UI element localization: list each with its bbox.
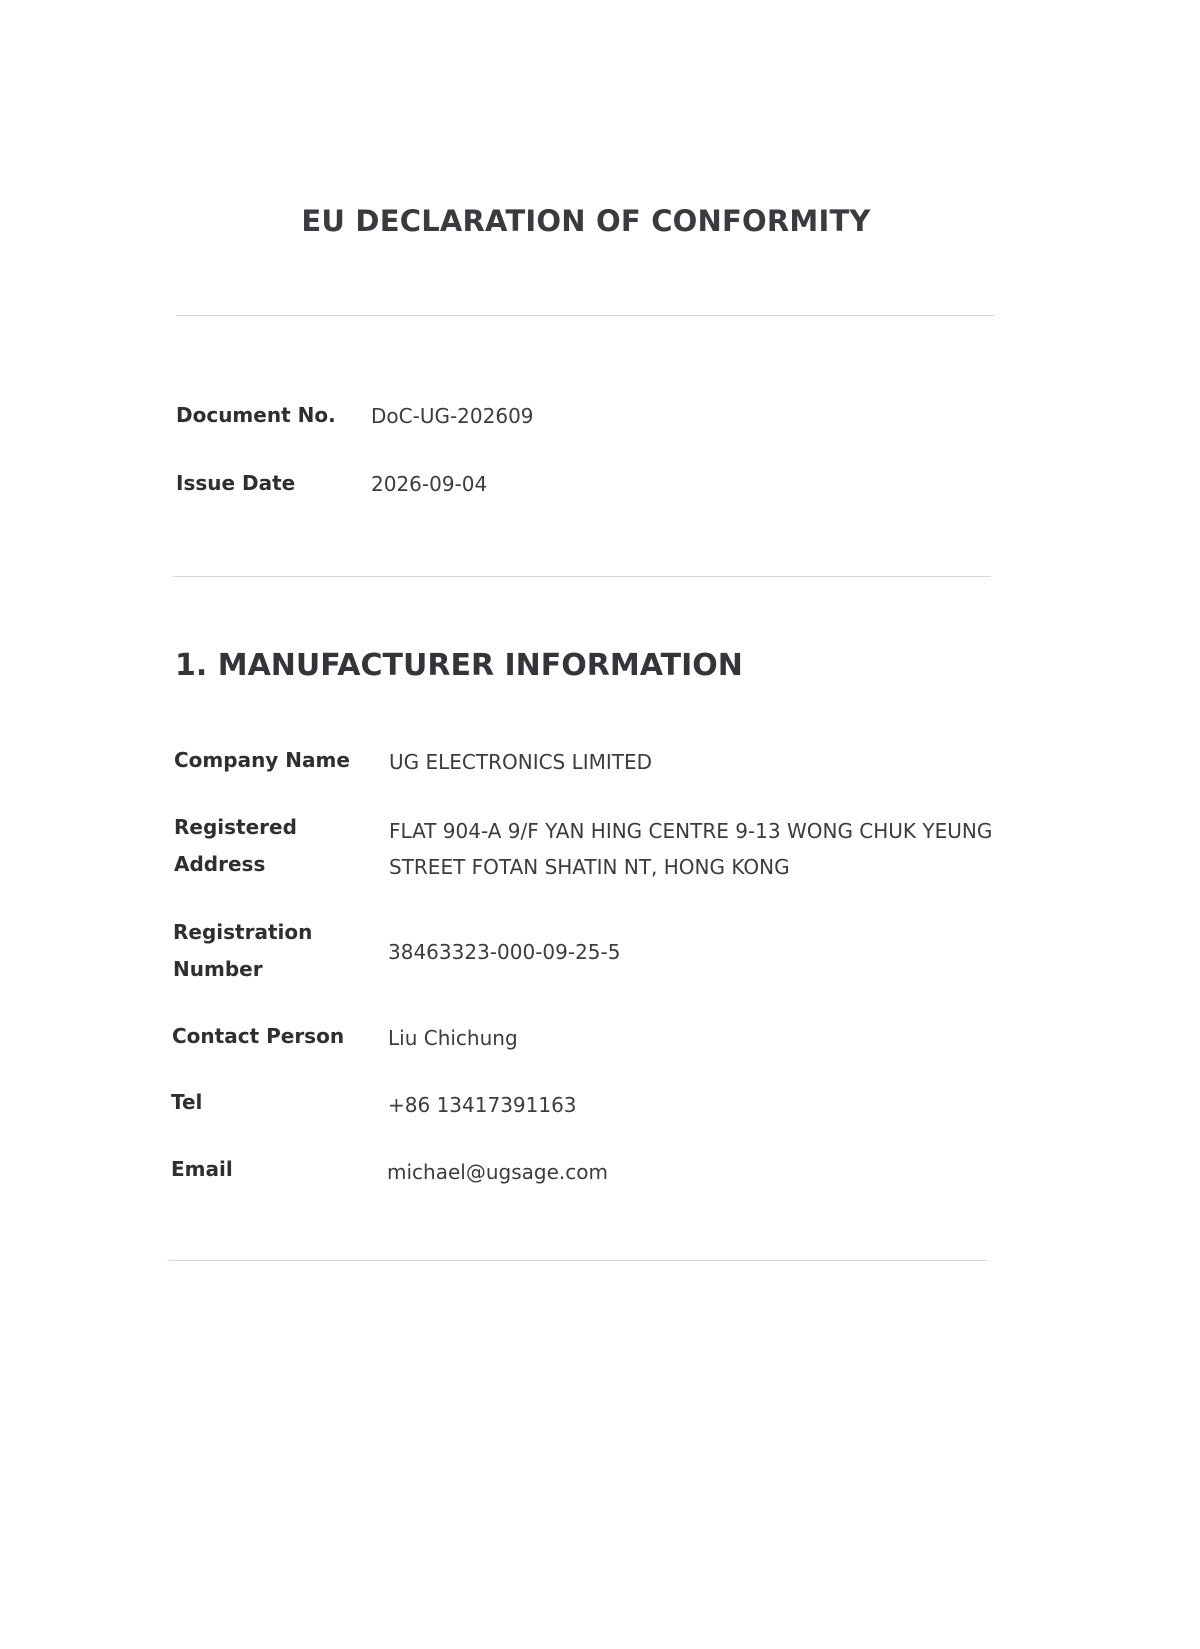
contact-person-label: Contact Person <box>172 1024 345 1048</box>
contact-person-value: Liu Chichung <box>388 1026 518 1050</box>
divider-top <box>176 315 994 316</box>
registration-number-value: 38463323-000-09-25-5 <box>388 940 621 964</box>
divider-bottom <box>169 1260 987 1261</box>
tel-value: +86 13417391163 <box>388 1093 577 1117</box>
section-heading-manufacturer: 1. MANUFACTURER INFORMATION <box>175 648 743 683</box>
company-name-value: UG ELECTRONICS LIMITED <box>389 750 653 774</box>
divider-middle <box>173 576 991 577</box>
issue-date-label: Issue Date <box>176 471 296 495</box>
document-title: EU DECLARATION OF CONFORMITY <box>301 204 871 238</box>
email-value: michael@ugsage.com <box>387 1160 608 1184</box>
registration-number-label-line2: Number <box>173 957 263 981</box>
email-label: Email <box>171 1157 233 1181</box>
registered-address-label-line2: Address <box>174 852 266 876</box>
tel-label: Tel <box>171 1090 203 1114</box>
document-no-label: Document No. <box>176 403 336 427</box>
registered-address-value-line1: FLAT 904-A 9/F YAN HING CENTRE 9-13 WONG CHUK YEUNG <box>389 819 993 843</box>
document-no-value: DoC-UG-202609 <box>371 404 534 428</box>
registered-address-label-line1: Registered <box>174 815 297 839</box>
issue-date-value: 2026-09-04 <box>371 472 488 496</box>
registered-address-value-line2: STREET FOTAN SHATIN NT, HONG KONG <box>389 855 790 879</box>
company-name-label: Company Name <box>174 748 350 772</box>
registration-number-label-line1: Registration <box>173 920 313 944</box>
